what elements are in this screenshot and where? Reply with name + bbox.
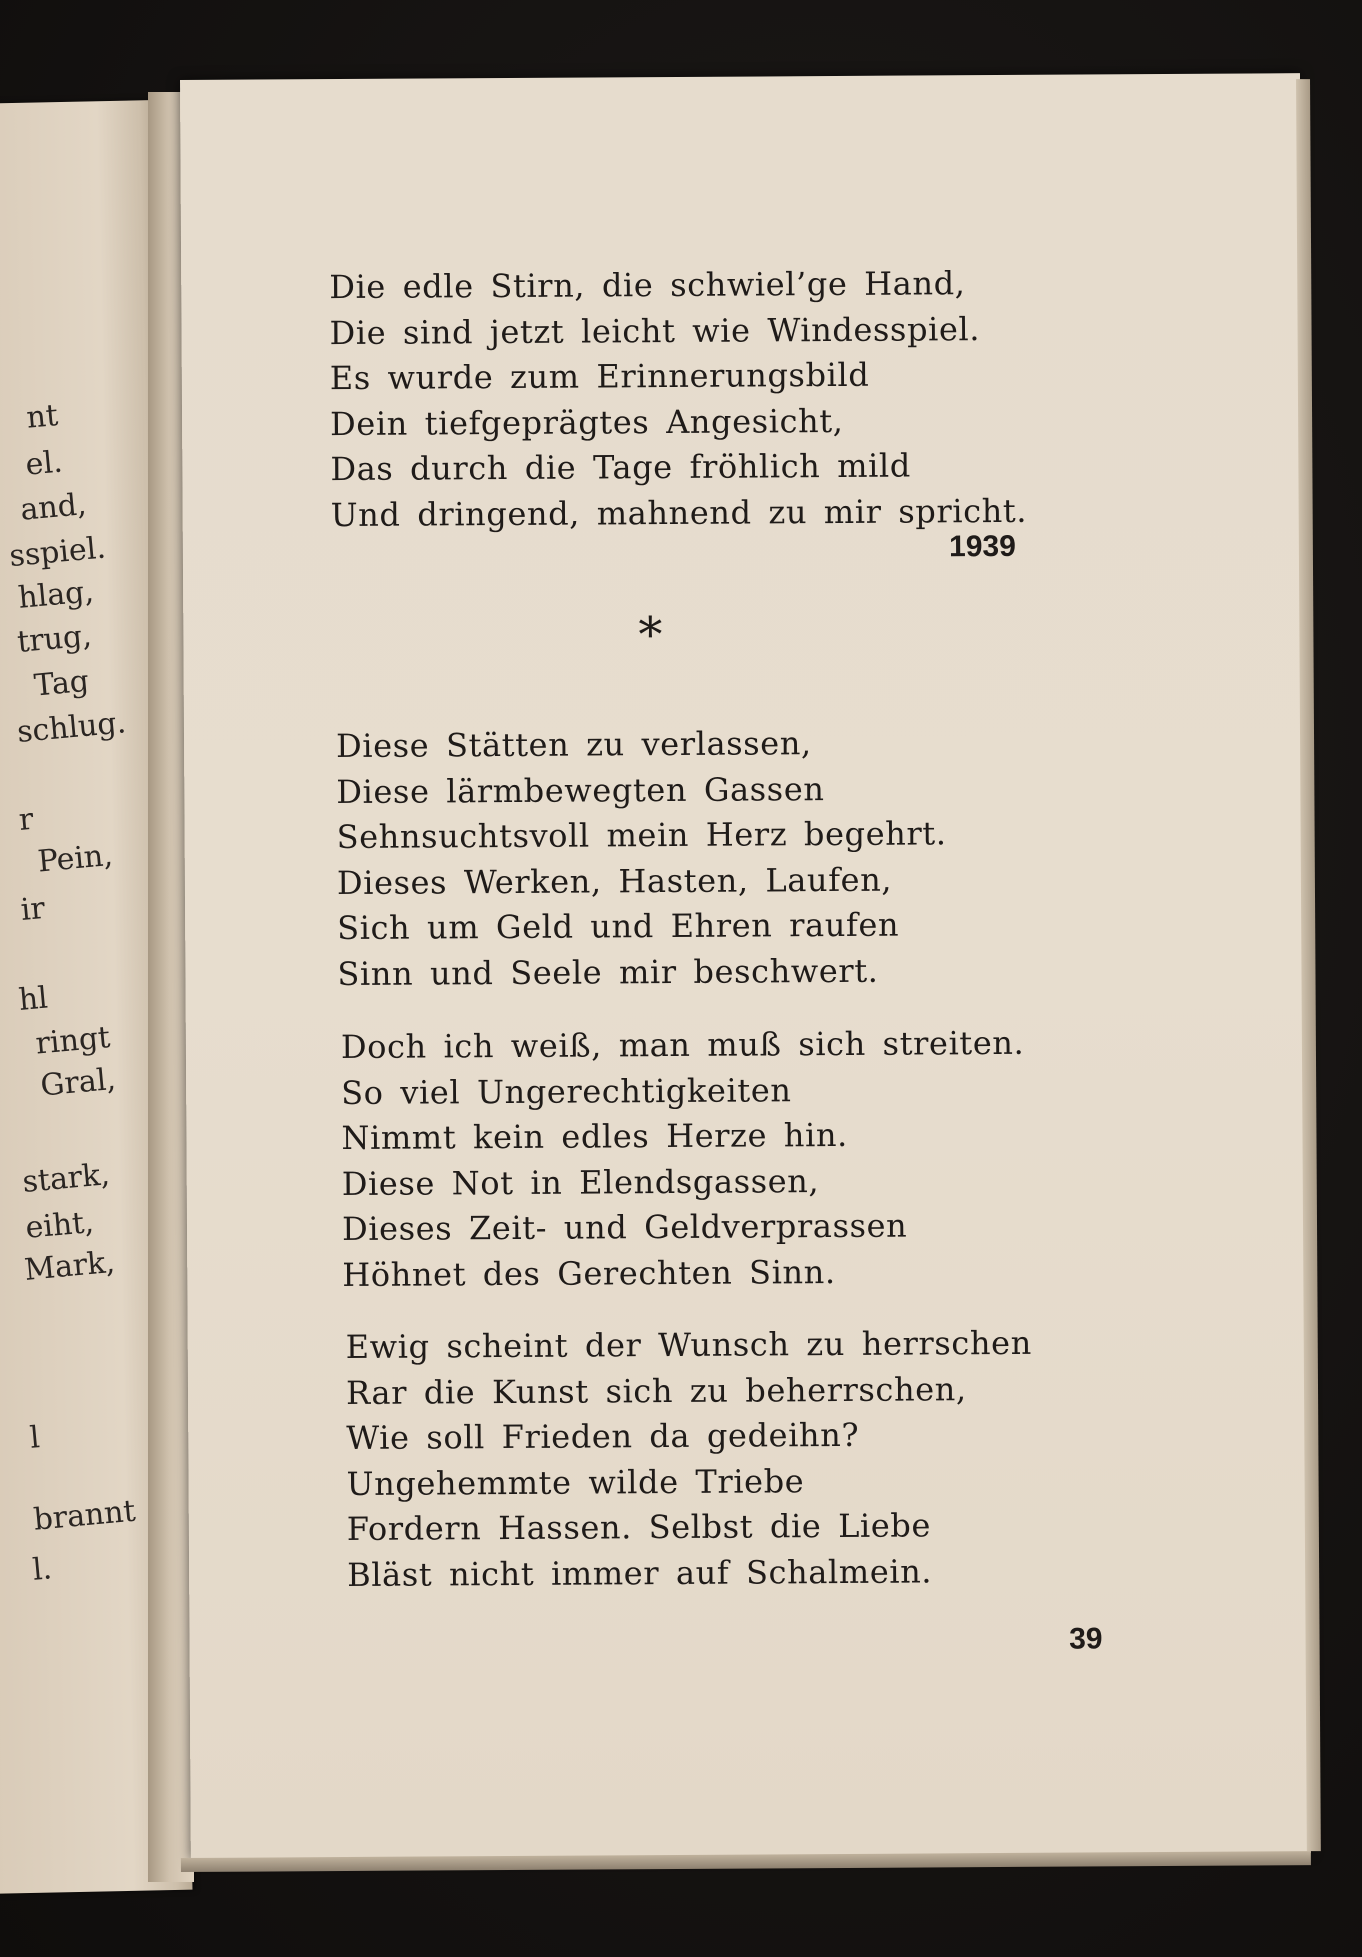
poem-line: Das durch die Tage fröhlich mild (330, 446, 911, 489)
left-page-fragment: sspiel. (7, 530, 108, 575)
poem-line: Ewig scheint der Wunsch zu herrschen (345, 1323, 1032, 1367)
poem-line: Diese Not in Elendsgassen, (341, 1161, 820, 1203)
poem-line: Nimmt kein edles Herze hin. (341, 1115, 848, 1158)
poem-line: Und dringend, mahnend zu mir spricht. (330, 491, 1028, 534)
poem-line: Sinn und Seele mir beschwert. (337, 951, 879, 993)
left-page-fragment: ringt (34, 1020, 112, 1062)
left-page-fragment: Gral, (39, 1061, 118, 1104)
asterisk-separator: * (638, 607, 663, 664)
poem-line: Wie soll Frieden da gedeihn? (346, 1415, 860, 1458)
poem-line: Dieses Werken, Hasten, Laufen, (336, 860, 893, 902)
poem-line: So viel Ungerechtigkeiten (341, 1070, 792, 1112)
left-page-fragment: schlug. (15, 705, 128, 750)
poem-line: Doch ich weiß, man muß sich streiten. (340, 1023, 1025, 1067)
left-page-fragment: l. (31, 1551, 54, 1588)
stanza-2 (336, 720, 948, 997)
left-page-fragment: stark, (21, 1157, 112, 1200)
poem-line: Diese lärmbewegten Gassen (336, 769, 825, 811)
poem-line: Es wurde zum Erinnerungsbild (329, 355, 870, 398)
page-edge-bottom (181, 1851, 1311, 1872)
left-page-fragment: hlag, (16, 574, 96, 616)
left-page-fragment: brannt (32, 1493, 138, 1538)
left-page-fragment: trug, (15, 618, 94, 660)
poem-line: Dieses Zeit- und Geldverprassen (341, 1206, 908, 1249)
stanza-1 (329, 261, 1027, 538)
page-number: 39 (1069, 1622, 1103, 1656)
poem-line: Sehnsuchtsvoll mein Herz begehrt. (336, 814, 947, 857)
stanza-3 (341, 1021, 1026, 1298)
poem-line: Rar die Kunst sich zu beherrschen, (345, 1369, 967, 1412)
poem-line: Die sind jetzt leicht wie Windesspiel. (329, 309, 981, 352)
left-page-fragment: nt (25, 397, 60, 436)
right-page (180, 73, 1311, 1860)
left-page-fragment: Mark, (22, 1244, 117, 1288)
poem-year: 1939 (949, 529, 1016, 564)
left-page-fragment: hl (17, 980, 50, 1018)
poem-line: Höhnet des Gerechten Sinn. (342, 1252, 836, 1294)
poem-line: Dein tiefgeprägtes Angesicht, (329, 401, 844, 443)
left-page-fragment: ir (19, 890, 47, 928)
poem-line: Diese Stätten zu verlassen, (335, 724, 812, 766)
poem-line: Sich um Geld und Ehren raufen (337, 905, 900, 948)
left-page-fragment: Pein, (36, 837, 115, 880)
left-page-fragment: eiht, (24, 1204, 96, 1246)
left-page-fragment: Tag (32, 663, 91, 704)
stanza-4 (346, 1321, 1034, 1598)
left-page-fragment: r (17, 801, 35, 838)
page-edge-right (1296, 79, 1321, 1851)
left-page-fragment: el. (24, 444, 64, 483)
poem-line: Fordern Hassen. Selbst die Liebe (346, 1506, 932, 1549)
poem-line: Bläst nicht immer auf Schalmein. (347, 1551, 933, 1594)
left-page-fragment: and, (18, 486, 88, 528)
poem-line: Ungehemmte wilde Triebe (346, 1461, 805, 1503)
poem-line: Die edle Stirn, die schwiel’ge Hand, (329, 264, 966, 307)
left-page-fragment: l (28, 1420, 42, 1456)
